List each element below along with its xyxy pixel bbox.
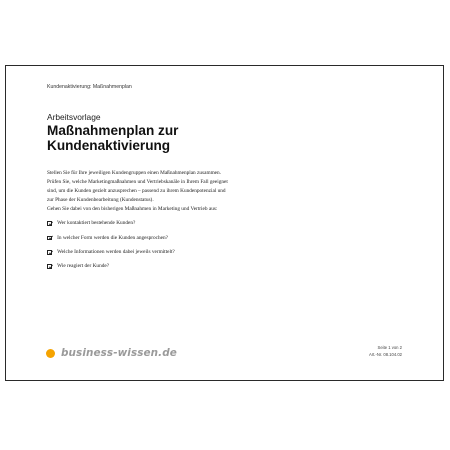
page-number: Seite 1 von 2 — [377, 345, 402, 350]
brand-name: business-wissen.de — [61, 347, 177, 359]
checked-box-icon — [47, 264, 52, 269]
checklist-item — [47, 263, 232, 270]
checklist — [47, 220, 232, 270]
checked-box-icon — [47, 250, 52, 255]
checklist-item — [47, 249, 232, 256]
checklist-item — [47, 220, 232, 227]
checked-box-icon — [47, 221, 52, 226]
orange-dot-icon — [46, 349, 55, 358]
checklist-item-label: In welcher Form werden die Kunden angesprochen? — [57, 234, 168, 241]
brand-logo[interactable] — [46, 347, 177, 359]
breadcrumb: Kundenaktivierung: Maßnahmenplan — [47, 84, 132, 90]
instruction-paragraph: Gehen Sie dabei von den bisherigen Maßnahmen in Marketing und Vertrieb aus: — [47, 206, 218, 213]
document-page — [5, 65, 444, 381]
intro-paragraph: Stellen Sie für Ihre jeweiligen Kundengruppen einen Maßnahmenplan zusammen. Prüfen Sie, welche Marketingmaßnahmen und Vertriebskanäle in Ihrem Fall geeignet sind, um die Kunden gezielt anzusprechen – passend zu ihrem Kundenpotenzial und zur Phase der Kundenbearbeitung (Kundenstatus). — [47, 170, 228, 203]
page-title: Maßnahmenplan zur Kundenaktivierung — [47, 123, 179, 153]
checklist-item-label: Welche Informationen werden dabei jeweils vermittelt? — [57, 249, 175, 255]
article-number: Art.-Nr. 08.104.02 — [368, 352, 402, 357]
checklist-item — [47, 235, 232, 242]
checklist-item-label: Wer kontaktiert bestehende Kunden? — [57, 220, 136, 227]
footer-meta — [369, 344, 402, 358]
document-kicker: Arbeitsvorlage — [47, 112, 101, 122]
checked-box-icon — [47, 236, 52, 241]
document-body — [47, 169, 232, 278]
checklist-item-label: Wie reagiert der Kunde? — [57, 263, 110, 270]
